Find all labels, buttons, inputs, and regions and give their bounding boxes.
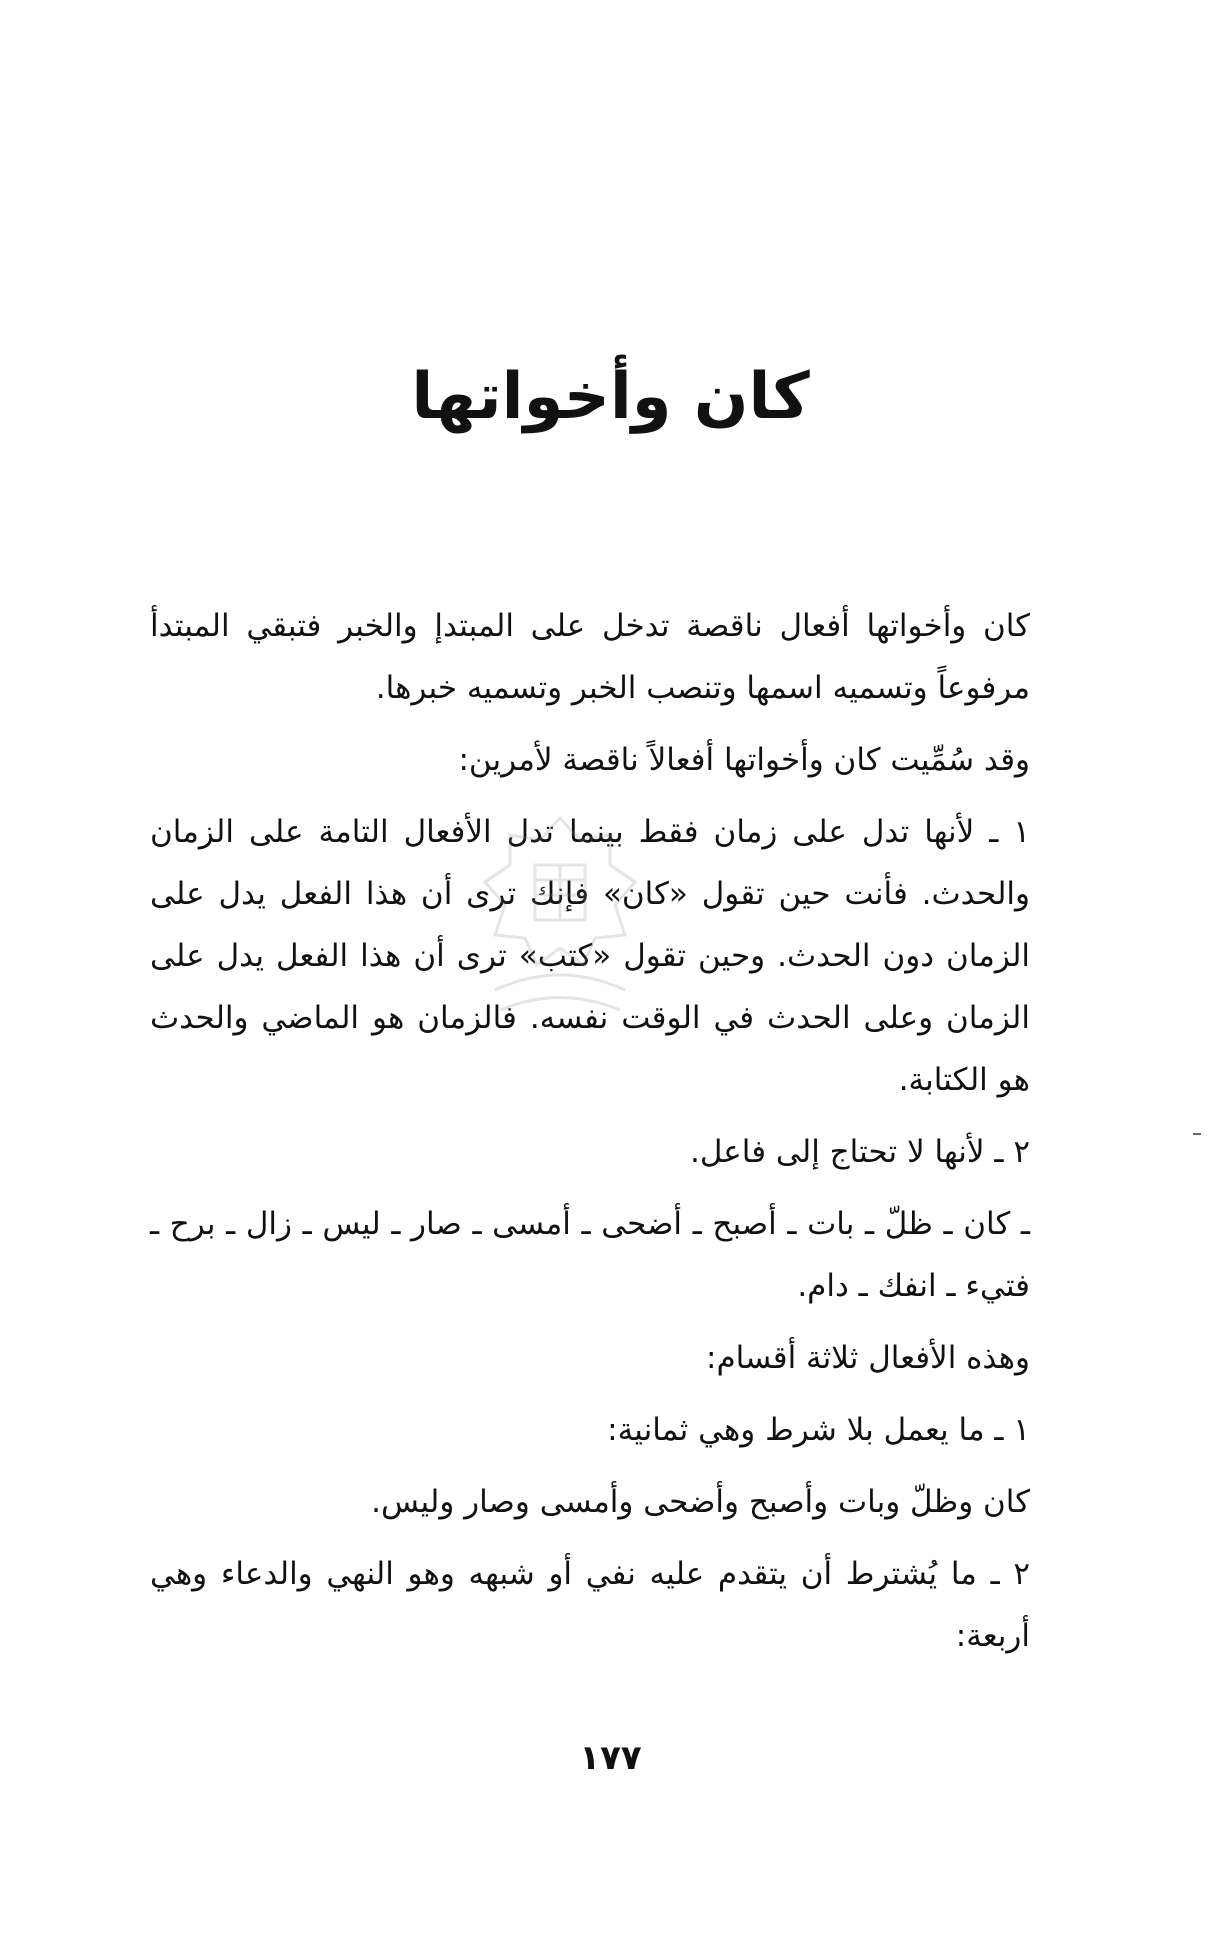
paragraph-reasons-heading: وقد سُمِّيت كان وأخواتها أفعالاً ناقصة لأمرين:: [458, 742, 1030, 778]
seal-watermark-icon: [475, 810, 645, 1040]
body-text: [150, 595, 1030, 1667]
margin-mark: [1193, 1133, 1201, 1135]
paragraph-reason-two: ٢ ـ لأنها لا تحتاج إلى فاعل.: [689, 1134, 1030, 1170]
chapter-title: كان وأخواتها: [411, 360, 810, 434]
paragraph-section-two: ٢ ـ ما يُشترط أن يتقدم عليه نفي أو شبهه وهو النهي والدعاء وهي أربعة:: [150, 1556, 1030, 1654]
paragraph-sections-heading: وهذه الأفعال ثلاثة أقسام:: [706, 1340, 1030, 1376]
paragraph-section-one: ١ ـ ما يعمل بلا شرط وهي ثمانية:: [607, 1412, 1030, 1448]
paragraph-section-one-list: كان وظلّ وبات وأصبح وأضحى وأمسى وصار وليس.: [371, 1484, 1030, 1520]
paragraph-reason-one: ١ ـ لأنها تدل على زمان فقط بينما تدل الأفعال التامة على الزمان والحدث. فأنت حين تقول «كان» فإنك ترى أن هذا الفعل يدل على الزمان دون الحدث. وحين تقول «كتب» ترى أن هذا الفعل يدل على الزمان وعلى الحدث في الوقت نفسه. فالزمان هو الماضي والحدث هو الكتابة.: [150, 814, 1030, 1098]
paragraph-verb-list: ـ كان ـ ظلّ ـ بات ـ أصبح ـ أضحى ـ أمسى ـ صار ـ ليس ـ زال ـ برح ـ فتيء ـ انفك ـ دام.: [150, 1206, 1030, 1304]
paragraph-intro: كان وأخواتها أفعال ناقصة تدخل على المبتدإ والخبر فتبقي المبتدأ مرفوعاً وتسميه اسمها وتنصب الخبر وتسميه خبرها.: [150, 608, 1030, 706]
page-number: ١٧٧: [579, 1738, 642, 1778]
